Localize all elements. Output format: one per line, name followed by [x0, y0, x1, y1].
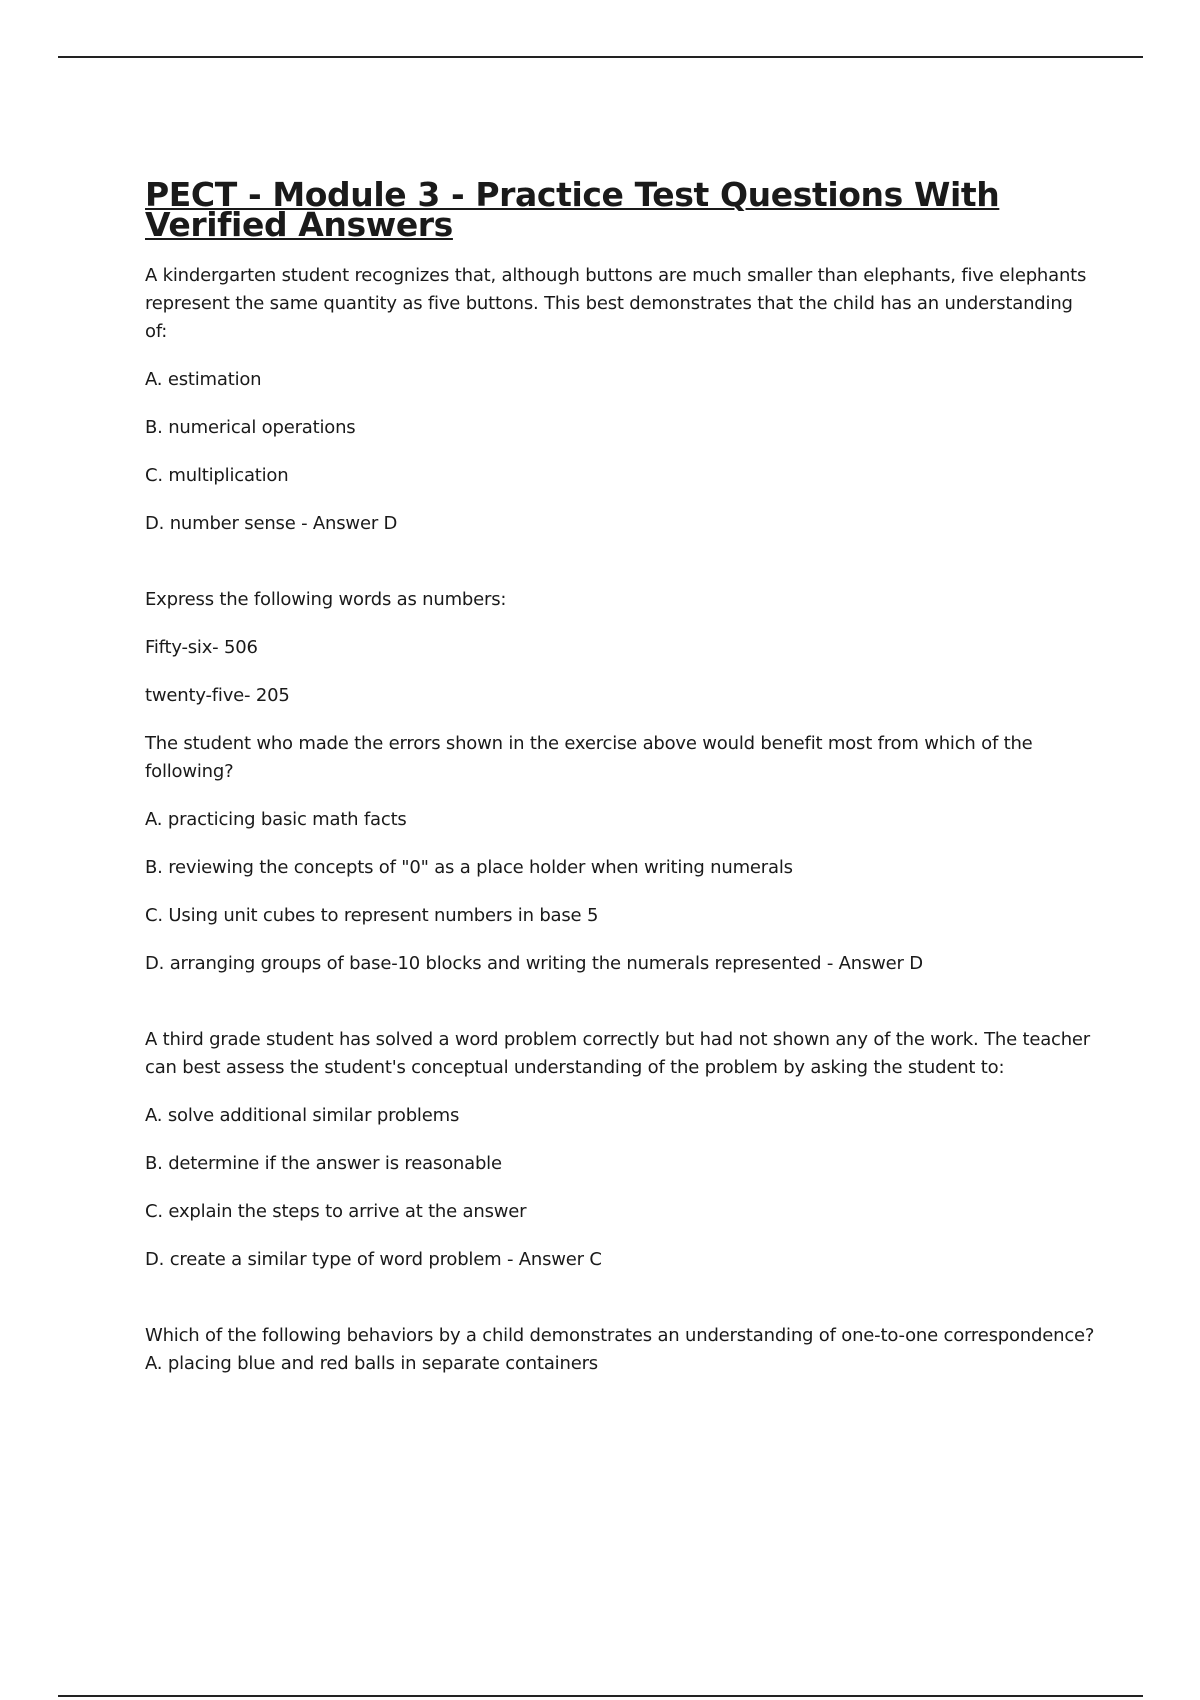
question-1-option-d: D. number sense - Answer D: [145, 513, 398, 534]
question-2-option-a: A. practicing basic math facts: [145, 809, 407, 830]
question-2-option-c: C. Using unit cubes to represent numbers in base 5: [145, 905, 599, 926]
question-3-option-d: D. create a similar type of word problem - Answer C: [145, 1249, 602, 1270]
spacer: [145, 1294, 1095, 1322]
question-1-option-c: C. multiplication: [145, 465, 289, 486]
question-2-option-d: D. arranging groups of base-10 blocks and writing the numerals represented - Answer D: [145, 953, 923, 974]
document-body: [145, 175, 1095, 1398]
question-3-option-c: C. explain the steps to arrive at the answer: [145, 1201, 527, 1222]
question-1-stem: A kindergarten student recognizes that, although buttons are much smaller than elephants, five elephants represent the same quantity as five buttons. This best demonstrates that the child has an understanding of:: [145, 265, 1087, 342]
question-2-option-b: B. reviewing the concepts of "0" as a place holder when writing numerals: [145, 857, 793, 878]
question-1-option-b: B. numerical operations: [145, 417, 356, 438]
question-1-option-a: A. estimation: [145, 369, 262, 390]
question-2-intro: Express the following words as numbers:: [145, 589, 507, 610]
spacer: [145, 558, 1095, 586]
footer-rule: [58, 1695, 1143, 1697]
question-3-option-a: A. solve additional similar problems: [145, 1105, 460, 1126]
question-2-example-2: twenty-five- 205: [145, 685, 290, 706]
question-2-example-1: Fifty-six- 506: [145, 637, 258, 658]
question-3-option-b: B. determine if the answer is reasonable: [145, 1153, 502, 1174]
question-3-stem: A third grade student has solved a word problem correctly but had not shown any of the work. The teacher can best assess the student's conceptual understanding of the problem by asking the student to:: [145, 1029, 1091, 1078]
spacer: [145, 998, 1095, 1026]
question-4-stem: Which of the following behaviors by a child demonstrates an understanding of one-to-one correspondence? A. placing blue and red balls in separate containers: [145, 1325, 1095, 1374]
page-title: PECT - Module 3 - Practice Test Questions With Verified Answers: [145, 175, 1000, 244]
header-rule: [58, 56, 1143, 58]
question-2-stem: The student who made the errors shown in the exercise above would benefit most from which of the following?: [145, 733, 1033, 782]
